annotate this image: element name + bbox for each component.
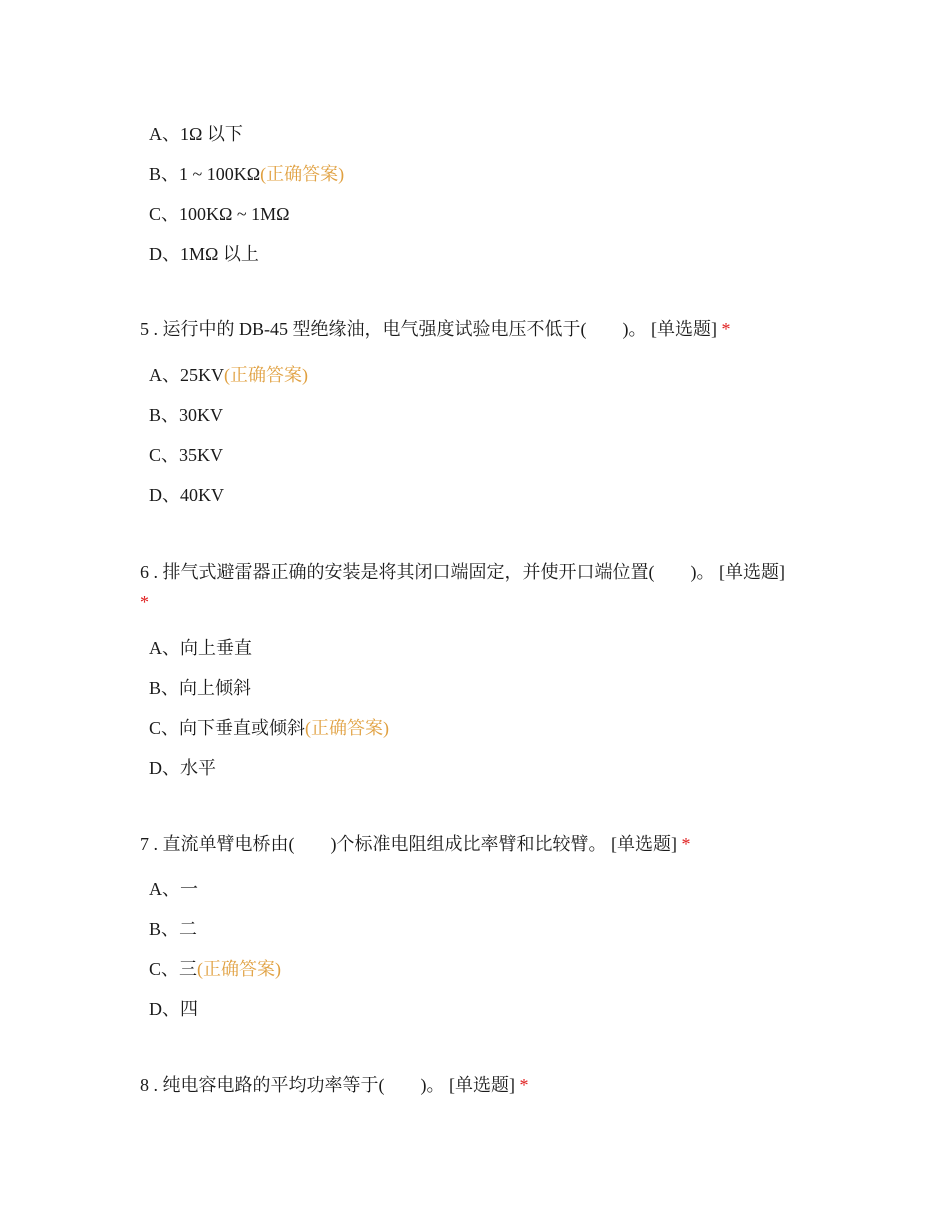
option-c: C、35KV bbox=[149, 445, 224, 465]
question-6 bbox=[140, 557, 820, 617]
correct-answer-label: (正确答案) bbox=[305, 718, 390, 738]
required-mark: * bbox=[140, 592, 149, 612]
correct-answer-label: (正确答案) bbox=[224, 365, 308, 385]
option-c: C、100KΩ ~ 1MΩ bbox=[149, 204, 290, 224]
question-title: 5 . 运行中的 DB-45 型绝缘油，电气强度试验电压不低于( )。 [单选题] * bbox=[140, 319, 731, 339]
option-a: A、向上垂直 bbox=[149, 638, 252, 658]
question-title: 8 . 纯电容电路的平均功率等于( )。 [单选题] * bbox=[140, 1075, 529, 1095]
option-b: B、30KV bbox=[149, 405, 224, 425]
option-c: C、三(正确答案) bbox=[149, 959, 282, 979]
question-4-options bbox=[140, 123, 820, 283]
required-mark: * bbox=[681, 834, 691, 854]
option-a: A、一 bbox=[149, 879, 198, 899]
question-7-options bbox=[140, 878, 820, 1038]
question-7 bbox=[140, 829, 820, 859]
option-d: D、水平 bbox=[149, 758, 216, 778]
question-6-options bbox=[140, 637, 820, 797]
correct-answer-label: (正确答案) bbox=[197, 959, 282, 979]
option-d: D、1MΩ 以上 bbox=[149, 244, 259, 264]
question-8 bbox=[140, 1070, 820, 1100]
correct-answer-label: (正确答案) bbox=[260, 164, 345, 184]
option-b: B、二 bbox=[149, 919, 198, 939]
option-b: B、向上倾斜 bbox=[149, 678, 252, 698]
option-b: B、1 ~ 100KΩ(正确答案) bbox=[149, 164, 345, 184]
option-a: A、1Ω 以下 bbox=[149, 124, 243, 144]
option-d: D、40KV bbox=[149, 485, 224, 505]
question-5 bbox=[140, 314, 820, 344]
option-d: D、四 bbox=[149, 999, 198, 1019]
question-5-options bbox=[140, 364, 820, 524]
required-mark: * bbox=[519, 1075, 529, 1095]
question-title: 6 . 排气式避雷器正确的安装是将其闭口端固定，并使开口端位置( )。 [单选题] * bbox=[140, 562, 785, 612]
question-title: 7 . 直流单臂电桥由( )个标准电阻组成比率臂和比较臂。 [单选题] * bbox=[140, 834, 691, 854]
required-mark: * bbox=[721, 319, 731, 339]
option-c: C、向下垂直或倾斜(正确答案) bbox=[149, 718, 390, 738]
option-a: A、25KV(正确答案) bbox=[149, 365, 308, 385]
